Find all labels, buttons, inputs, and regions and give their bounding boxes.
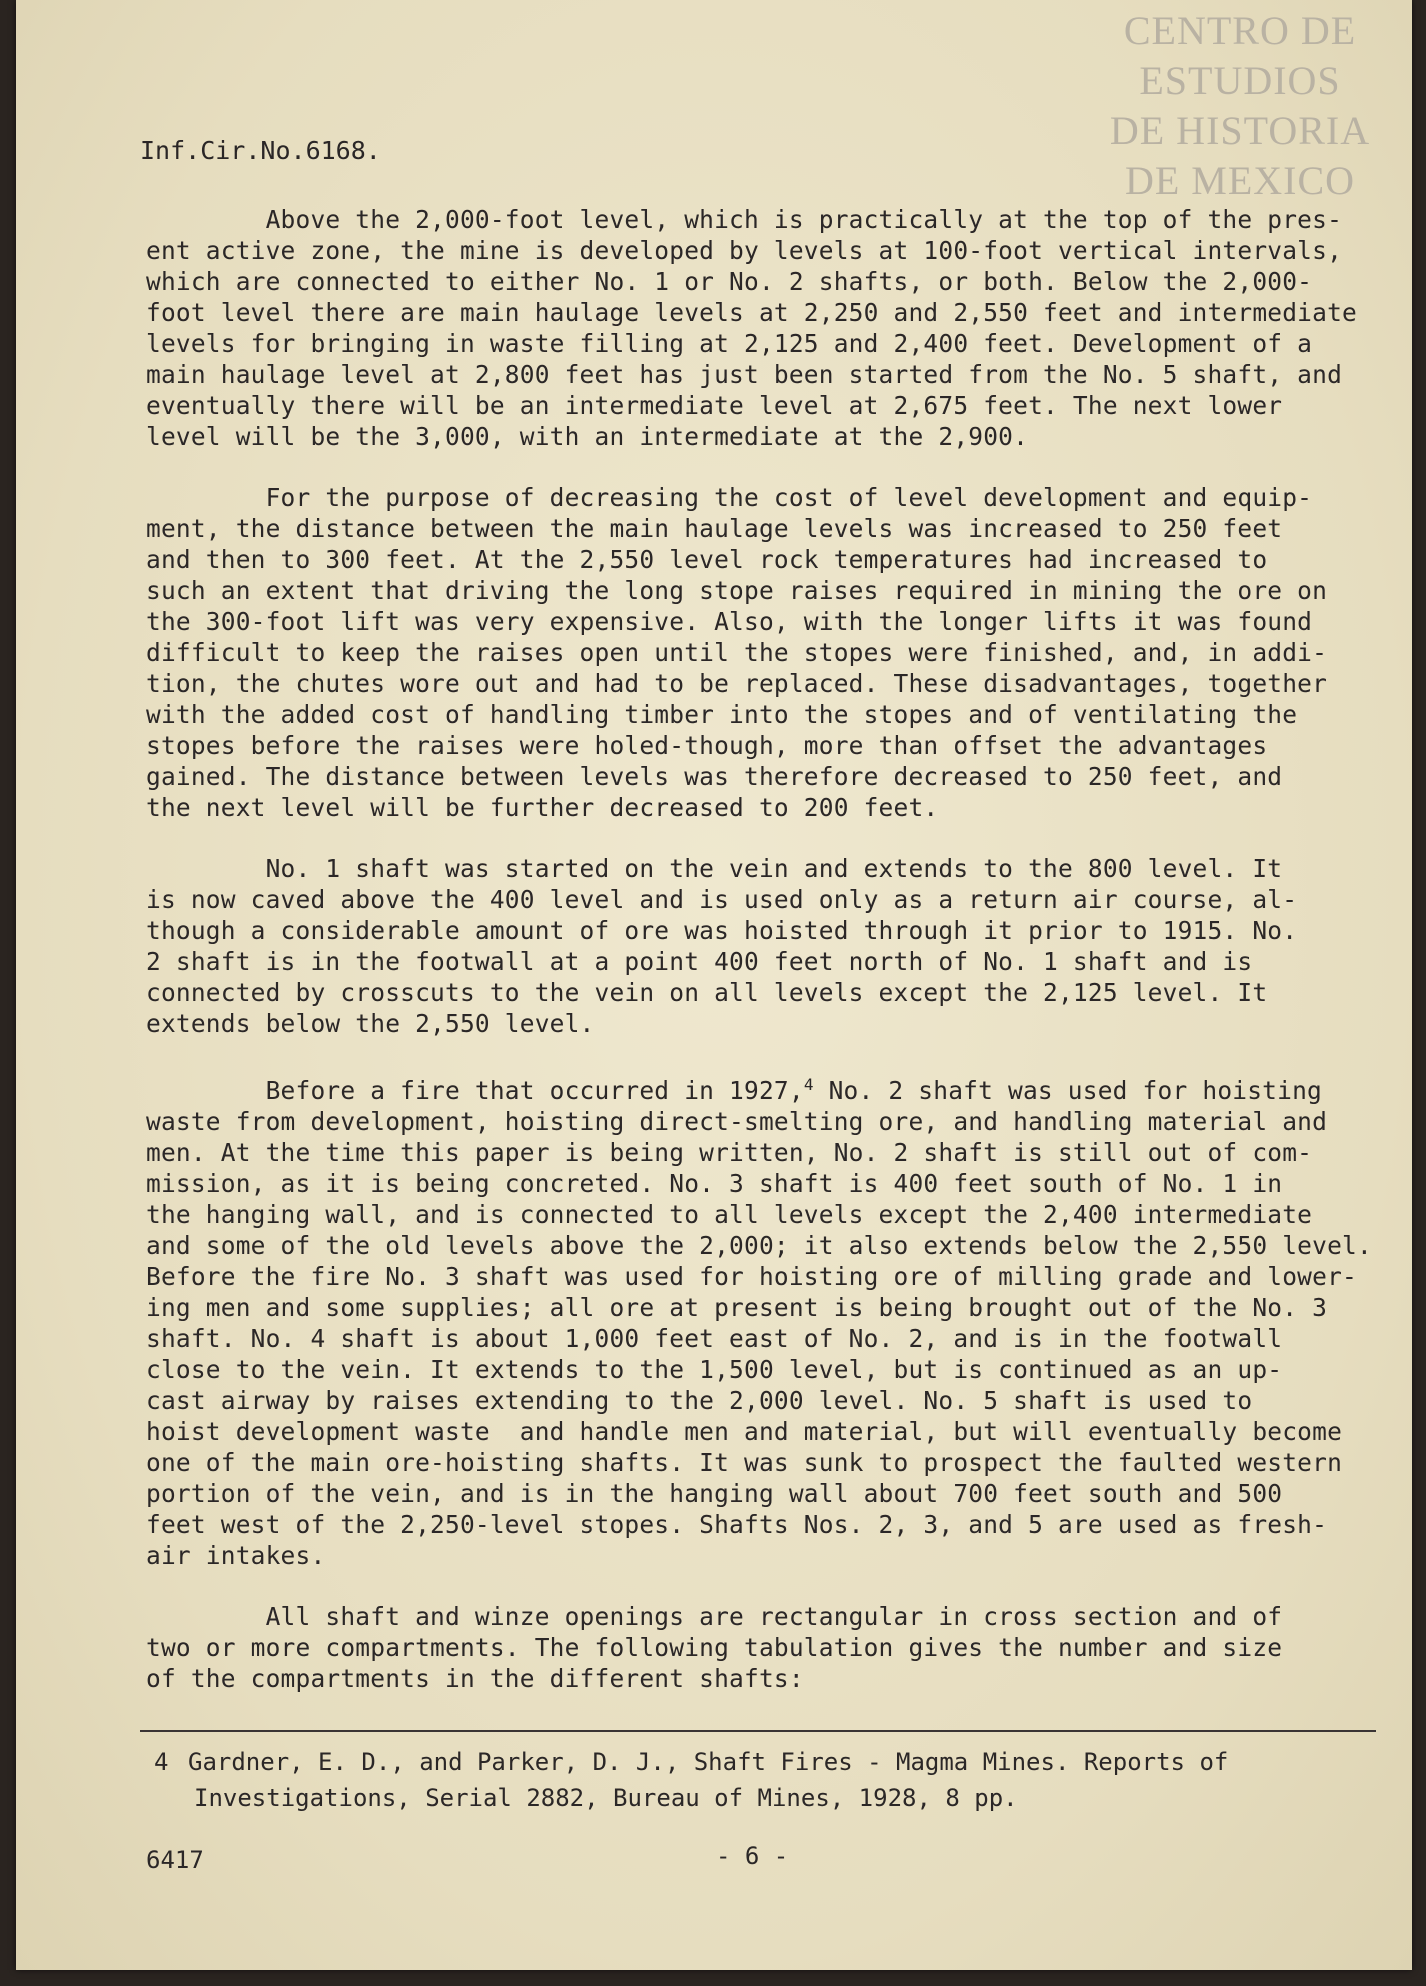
watermark-line: DE MEXICO [1124, 158, 1356, 203]
text-line: 2 shaft is in the footwall at a point 400 feet north of No. 1 shaft and is [146, 947, 1253, 976]
text-line: hoist development waste and handle men and material, but will eventually become [146, 1417, 1343, 1447]
body-text [146, 204, 1412, 1724]
footnote-reference: 4 [803, 1075, 814, 1094]
watermark-line: DE HISTORIA [1109, 108, 1371, 153]
text-line: connected by crosscuts to the vein on all levels except the 2,125 level. It [146, 978, 1268, 1007]
text-line: one of the main ore-hoisting shafts. It was sunk to prospect the faulted western [146, 1448, 1343, 1478]
text-line: main haulage level at 2,800 feet has just been started from the No. 5 shaft, and [146, 360, 1343, 389]
text-line: and some of the old levels above the 2,000; it also extends below the 2,550 level. [146, 1231, 1372, 1261]
text-line: mission, as it is being concreted. No. 3 shaft is 400 feet south of No. 1 in [146, 1169, 1283, 1199]
text-line: waste from development, hoisting direct-smelting ore, and handling material and [146, 1107, 1328, 1137]
text-line: which are connected to either No. 1 or No. 2 shafts, or both. Below the 2,000- [146, 267, 1313, 296]
text-line: All shaft and winze openings are rectangular in cross section and of [146, 1602, 1283, 1632]
text-line: the 300-foot lift was very expensive. Also, with the longer lifts it was found [146, 607, 1313, 636]
paragraph-openings [146, 1601, 1412, 1694]
text-line: Before the fire No. 3 shaft was used for hoisting ore of milling grade and lower- [146, 1262, 1357, 1292]
text-line: feet west of the 2,250-level stopes. Shafts Nos. 2, 3, and 5 are used as fresh- [146, 1510, 1328, 1540]
text-line: ing men and some supplies; all ore at present is being brought out of the No. 3 [146, 1293, 1328, 1323]
footnote-divider [140, 1730, 1376, 1732]
text-line: For the purpose of decreasing the cost of level development and equip- [146, 483, 1313, 512]
text-line: levels for bringing in waste filling at 2,125 and 2,400 feet. Development of a [146, 329, 1313, 358]
text-line: ment, the distance between the main haulage levels was increased to 250 feet [146, 514, 1283, 543]
text-line: and then to 300 feet. At the 2,550 level rock temperatures had increased to [146, 545, 1268, 574]
watermark-line: ESTUDIOS [1139, 58, 1341, 103]
text-line: the next level will be further decreased to 200 feet. [146, 793, 939, 822]
text-line: two or more compartments. The following tabulation gives the number and size [146, 1633, 1283, 1663]
text-line: stopes before the raises were holed-though, more than offset the advantages [146, 731, 1268, 760]
watermark-line: CENTRO DE [1123, 8, 1357, 53]
paragraph-levels [146, 204, 1412, 452]
page-number: - 6 - [716, 1842, 789, 1870]
text-line: eventually there will be an intermediate level at 2,675 feet. The next lower [146, 391, 1283, 420]
paragraph-distance [146, 482, 1412, 823]
text-line: gained. The distance between levels was therefore decreased to 250 feet, and [146, 762, 1283, 791]
document-page [16, 0, 1412, 1970]
footnote-number: 4 [154, 1748, 169, 1776]
text-line: is now caved above the 400 level and is used only as a return air course, al- [146, 885, 1298, 914]
text-line: tion, the chutes wore out and had to be replaced. These disadvantages, together [146, 669, 1328, 698]
paragraph-fire [146, 1069, 1412, 1571]
text-line: shaft. No. 4 shaft is about 1,000 feet east of No. 2, and is in the footwall [146, 1324, 1283, 1354]
text-line: air intakes. [146, 1541, 326, 1571]
footnote-line: Investigations, Serial 2882, Bureau of Mines, 1928, 8 pp. [194, 1784, 1018, 1812]
text-segment: No. 2 shaft was used for hoisting [813, 1076, 1322, 1106]
text-line: Above the 2,000-foot level, which is practically at the top of the pres- [146, 205, 1343, 234]
footnote [154, 1744, 1404, 1816]
footnote-line: Gardner, E. D., and Parker, D. J., Shaft Fires - Magma Mines. Reports of [188, 1748, 1229, 1776]
document-number: 6417 [146, 1846, 204, 1874]
text-line: the hanging wall, and is connected to all levels except the 2,400 intermediate [146, 1200, 1313, 1230]
text-line: level will be the 3,000, with an intermediate at the 2,900. [146, 422, 1029, 451]
text-line: though a considerable amount of ore was hoisted through it prior to 1915. No. [146, 916, 1298, 945]
text-line: foot level there are main haulage levels at 2,250 and 2,550 feet and intermediate [146, 298, 1357, 327]
text-line: of the compartments in the different shafts: [146, 1664, 804, 1694]
text-line: ent active zone, the mine is developed by levels at 100-foot vertical intervals, [146, 236, 1343, 265]
text-line: with the added cost of handling timber into the stopes and of ventilating the [146, 700, 1298, 729]
text-line: portion of the vein, and is in the hanging wall about 700 feet south and 500 [146, 1479, 1283, 1509]
text-segment: Before a fire that occurred in 1927, [146, 1076, 804, 1106]
text-line: men. At the time this paper is being written, No. 2 shaft is still out of com- [146, 1138, 1313, 1168]
text-line: close to the vein. It extends to the 1,500 level, but is continued as an up- [146, 1355, 1283, 1385]
paragraph-shaft-one [146, 853, 1412, 1039]
text-line: cast airway by raises extending to the 2,000 level. No. 5 shaft is used to [146, 1386, 1253, 1416]
archive-watermark [1090, 6, 1390, 206]
text-line: extends below the 2,550 level. [146, 1009, 595, 1038]
circular-number: Inf.Cir.No.6168. [140, 136, 381, 165]
text-line: No. 1 shaft was started on the vein and extends to the 800 level. It [146, 854, 1283, 883]
text-line: difficult to keep the raises open until the stopes were finished, and, in addi- [146, 638, 1328, 667]
text-line: such an extent that driving the long stope raises required in mining the ore on [146, 576, 1328, 605]
text-line [146, 1069, 1412, 1106]
